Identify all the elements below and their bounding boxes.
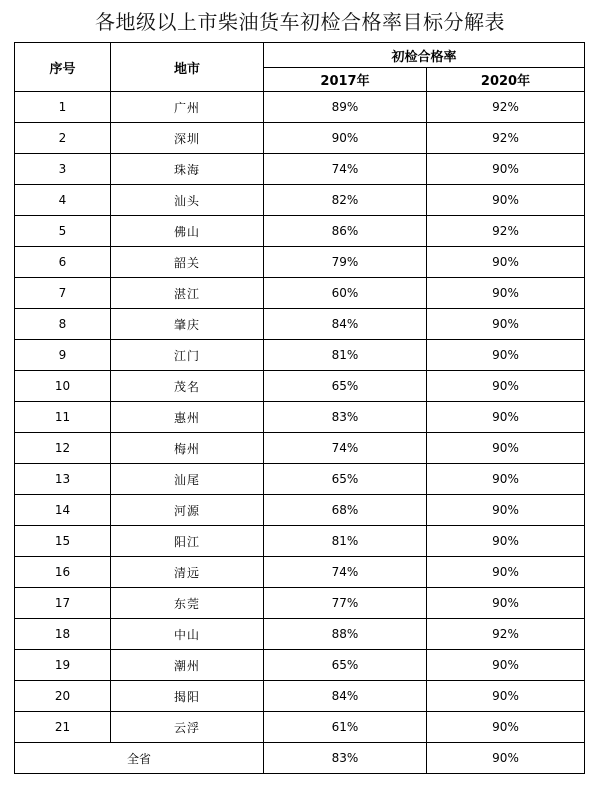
cell-no: 6 [15, 247, 111, 278]
cell-2020: 90% [427, 588, 585, 619]
cell-2017: 82% [264, 185, 427, 216]
cell-2017: 84% [264, 309, 427, 340]
cell-2020: 92% [427, 619, 585, 650]
cell-no: 12 [15, 433, 111, 464]
cell-no: 4 [15, 185, 111, 216]
cell-2020: 92% [427, 123, 585, 154]
total-label: 全省 [15, 743, 264, 774]
cell-city: 中山 [111, 619, 264, 650]
cell-no: 18 [15, 619, 111, 650]
cell-2017: 74% [264, 557, 427, 588]
cell-city: 江门 [111, 340, 264, 371]
cell-no: 7 [15, 278, 111, 309]
cell-2017: 83% [264, 402, 427, 433]
table-row [15, 247, 585, 278]
cell-2020: 90% [427, 681, 585, 712]
cell-city: 阳江 [111, 526, 264, 557]
cell-city: 清远 [111, 557, 264, 588]
table-row [15, 526, 585, 557]
cell-2020: 90% [427, 526, 585, 557]
table-body [15, 92, 585, 774]
table-row [15, 681, 585, 712]
cell-2020: 90% [427, 278, 585, 309]
cell-no: 21 [15, 712, 111, 743]
cell-city: 潮州 [111, 650, 264, 681]
cell-2017: 84% [264, 681, 427, 712]
cell-2020: 90% [427, 371, 585, 402]
table-row [15, 464, 585, 495]
cell-no: 5 [15, 216, 111, 247]
cell-2020: 90% [427, 557, 585, 588]
table-row [15, 650, 585, 681]
cell-city: 揭阳 [111, 681, 264, 712]
table-row [15, 185, 585, 216]
table-row [15, 557, 585, 588]
cell-2017: 89% [264, 92, 427, 123]
total-row [15, 743, 585, 774]
header-year-2017: 2017年 [264, 68, 427, 92]
cell-2020: 92% [427, 216, 585, 247]
cell-2017: 77% [264, 588, 427, 619]
cell-2020: 90% [427, 309, 585, 340]
table-row [15, 278, 585, 309]
cell-2017: 90% [264, 123, 427, 154]
cell-2017: 61% [264, 712, 427, 743]
cell-2017: 74% [264, 433, 427, 464]
cell-2017: 79% [264, 247, 427, 278]
cell-2017: 60% [264, 278, 427, 309]
table-row [15, 216, 585, 247]
cell-2017: 81% [264, 340, 427, 371]
cell-no: 2 [15, 123, 111, 154]
cell-city: 肇庆 [111, 309, 264, 340]
cell-2020: 90% [427, 247, 585, 278]
header-city: 地市 [111, 43, 264, 92]
cell-2020: 90% [427, 464, 585, 495]
cell-no: 11 [15, 402, 111, 433]
cell-city: 珠海 [111, 154, 264, 185]
table-row [15, 92, 585, 123]
table-row [15, 619, 585, 650]
cell-2017: 68% [264, 495, 427, 526]
cell-city: 惠州 [111, 402, 264, 433]
table-row [15, 340, 585, 371]
cell-no: 13 [15, 464, 111, 495]
cell-no: 10 [15, 371, 111, 402]
cell-2020: 90% [427, 712, 585, 743]
cell-city: 佛山 [111, 216, 264, 247]
cell-no: 14 [15, 495, 111, 526]
cell-city: 河源 [111, 495, 264, 526]
cell-2017: 86% [264, 216, 427, 247]
cell-no: 15 [15, 526, 111, 557]
cell-city: 茂名 [111, 371, 264, 402]
cell-2017: 65% [264, 464, 427, 495]
table-row [15, 123, 585, 154]
header-pass-rate: 初检合格率 [264, 43, 585, 68]
table-row [15, 712, 585, 743]
cell-no: 17 [15, 588, 111, 619]
cell-2017: 81% [264, 526, 427, 557]
cell-2020: 90% [427, 402, 585, 433]
cell-no: 8 [15, 309, 111, 340]
header-year-2020: 2020年 [427, 68, 585, 92]
table-row [15, 495, 585, 526]
cell-city: 汕头 [111, 185, 264, 216]
cell-city: 梅州 [111, 433, 264, 464]
cell-no: 3 [15, 154, 111, 185]
cell-2020: 90% [427, 185, 585, 216]
cell-city: 汕尾 [111, 464, 264, 495]
table-header [15, 43, 585, 92]
cell-2020: 90% [427, 495, 585, 526]
cell-2020: 90% [427, 650, 585, 681]
cell-no: 19 [15, 650, 111, 681]
cell-2017: 65% [264, 650, 427, 681]
table-row [15, 371, 585, 402]
cell-2017: 74% [264, 154, 427, 185]
table-row [15, 154, 585, 185]
target-table [14, 42, 585, 774]
cell-no: 20 [15, 681, 111, 712]
total-2020: 90% [427, 743, 585, 774]
table-row [15, 309, 585, 340]
table-row [15, 433, 585, 464]
table-row [15, 588, 585, 619]
cell-2020: 90% [427, 340, 585, 371]
cell-city: 深圳 [111, 123, 264, 154]
cell-no: 16 [15, 557, 111, 588]
cell-no: 9 [15, 340, 111, 371]
cell-city: 广州 [111, 92, 264, 123]
cell-2020: 90% [427, 154, 585, 185]
cell-city: 云浮 [111, 712, 264, 743]
cell-2017: 65% [264, 371, 427, 402]
cell-city: 湛江 [111, 278, 264, 309]
table-row [15, 402, 585, 433]
cell-2020: 92% [427, 92, 585, 123]
total-2017: 83% [264, 743, 427, 774]
header-no: 序号 [15, 43, 111, 92]
cell-city: 韶关 [111, 247, 264, 278]
cell-2020: 90% [427, 433, 585, 464]
cell-city: 东莞 [111, 588, 264, 619]
cell-2017: 88% [264, 619, 427, 650]
cell-no: 1 [15, 92, 111, 123]
table-title: 各地级以上市柴油货车初检合格率目标分解表 [95, 10, 505, 34]
